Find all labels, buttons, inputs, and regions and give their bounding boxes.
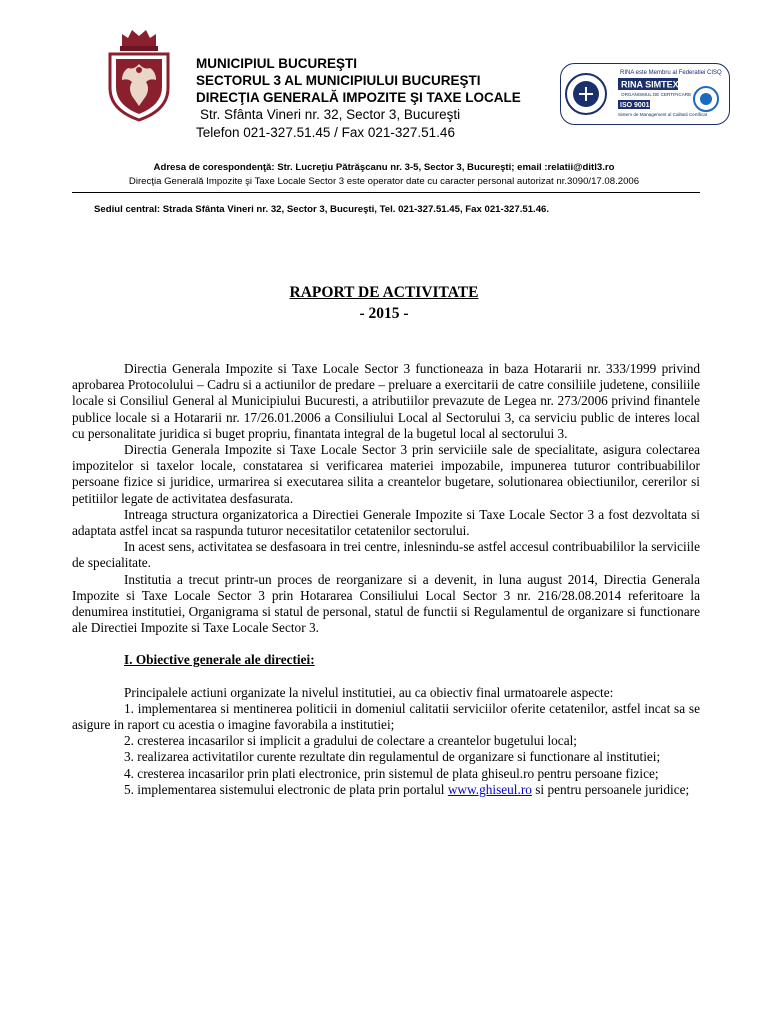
report-body: [72, 361, 700, 798]
paragraph: Intreaga structura organizatorica a Directiei Generale Impozite si Taxe Locale Sector 3 a fost dezvoltata si adaptata astfel incat sa raspunda tuturor necesitatilor cetatenilor sectorului.: [72, 506, 700, 539]
cert-org: ORGANISMUL DE CERTIFICARE: [621, 92, 692, 97]
report-year: - 2015 -: [359, 305, 409, 322]
paragraph: Institutia a trecut printr-un proces de reorganizare si a devenit, in luna august 2014, Directia Generala Impozite si Taxe Locale Sector 3 prin Hotararea Consiliului Local Sector 3 nr. 216/28.08.2014 referitoare la denumirea institutiei, Organigrama si statul de personal, statul de functii si Regulamentul de organizare si functionare ale Directiei Impozite si Taxe Locale Sector 3.: [72, 571, 700, 636]
header-phone: Telefon 021-327.51.45 / Fax 021-327.51.46: [196, 125, 455, 140]
list-item: 1. implementarea si mentinerea politicii in domeniul calitatii serviciilor oferite cetatenilor, astfel incat sa se asigure in raport cu acestia o imagine favorabila a institutiei;: [72, 700, 700, 733]
report-title: RAPORT DE ACTIVITATE: [289, 284, 479, 301]
header-line-municipality: MUNICIPIUL BUCUREŞTI: [196, 56, 358, 71]
cert-name: RINA SIMTEX: [621, 79, 679, 90]
list-item-text: si pentru persoanele juridice;: [531, 781, 690, 797]
list-item: 4. cresterea incasarilor prin plati electronice, prin sistemul de plata ghiseul.ro pentru persoane fizice;: [124, 765, 659, 781]
data-operator-note: Direcţia Generală Impozite şi Taxe Locale Sector 3 este operator date cu caracter personal autorizat nr.3090/17.08.2006: [128, 176, 640, 187]
header-divider: [72, 192, 700, 193]
header-line-directorate: DIRECŢIA GENERALĂ IMPOZITE ŞI TAXE LOCALE: [196, 90, 521, 105]
list-item-text: 5. implementarea sistemului electronic de plata prin portalul: [124, 781, 448, 797]
cert-iso: ISO 9001: [620, 102, 650, 109]
paragraph: In acest sens, activitatea se desfasoara in trei centre, inlesnindu-se astfel accesul contribuabililor la serviciile de specialitate.: [72, 539, 700, 571]
section-heading-objectives: I. Obiective generale ale directiei:: [124, 652, 315, 668]
objectives-intro: Principalele actiuni organizate la nivelul institutiei, au ca obiectiv final urmatoarele aspecte:: [124, 684, 614, 700]
rina-simtex-iso-certification-logo: [560, 63, 730, 125]
cert-rina-member: RINA este Membru al Federatiei CISQ: [620, 70, 722, 76]
paragraph: Directia Generala Impozite si Taxe Locale Sector 3 prin serviciile sale de specialitate, asigura colectarea impozitelor si taxelor locale, constatarea si verificarea materiei impozabile, impunerea tuturor contribuabililor persoane fizice si juridice, urmarirea si executarea silita a creantelor bugetare, solutionarea obiectiunilor, cererilor si petitiilor legate de activitatea desfasurata.: [72, 442, 700, 506]
cert-iso-desc: Sistem de Management al Calitatii Certificat: [618, 112, 708, 117]
list-item: 3. realizarea activitatilor curente rezultate din regulamentul de organizare si functionare al institutiei;: [124, 749, 661, 765]
paragraph: Directia Generala Impozite si Taxe Locale Sector 3 functioneaza in baza Hotararii nr. 333/1999 privind aprobarea Protocolului – Cadru si a actiunilor de predare – preluare a exercitarii de catre consiliile judetene, consiliile locale si Consiliul General al Municipiului Bucuresti, a atributiilor prevazute de Legea nr. 273/2006 privind finantele publice locale si a Hotararii nr. 17/26.01.2006 a Consiliului Local al Sectorului 3, ca serviciu public de interes local cu personalitate juridica si buget propriu, finantata integral de la bugetul local al sectorului 3.: [72, 361, 700, 441]
institution-header: [196, 55, 556, 142]
header-address: Str. Sfânta Vineri nr. 32, Sector 3, Bucureşti: [200, 107, 461, 122]
bucharest-coat-of-arms-icon: [104, 26, 174, 122]
list-item: [72, 782, 700, 798]
ghiseul-link[interactable]: www.ghiseul.ro: [447, 781, 532, 797]
central-seat-line: Sediul central: Strada Sfânta Vineri nr. 32, Sector 3, Bucureşti, Tel. 021-327.51.45, Fax 021-327.51.46.: [94, 204, 550, 215]
list-item: 2. cresterea incasarilor si implicit a gradului de colectare a creantelor bugetului local;: [124, 733, 577, 749]
correspondence-address: Adresa de corespondenţă: Str. Lucreţiu Pătrăşcanu nr. 3-5, Sector 3, Bucureşti; email :relatii@ditl3.ro: [153, 162, 615, 173]
header-line-sector: SECTORUL 3 AL MUNICIPIULUI BUCUREŞTI: [196, 73, 481, 88]
